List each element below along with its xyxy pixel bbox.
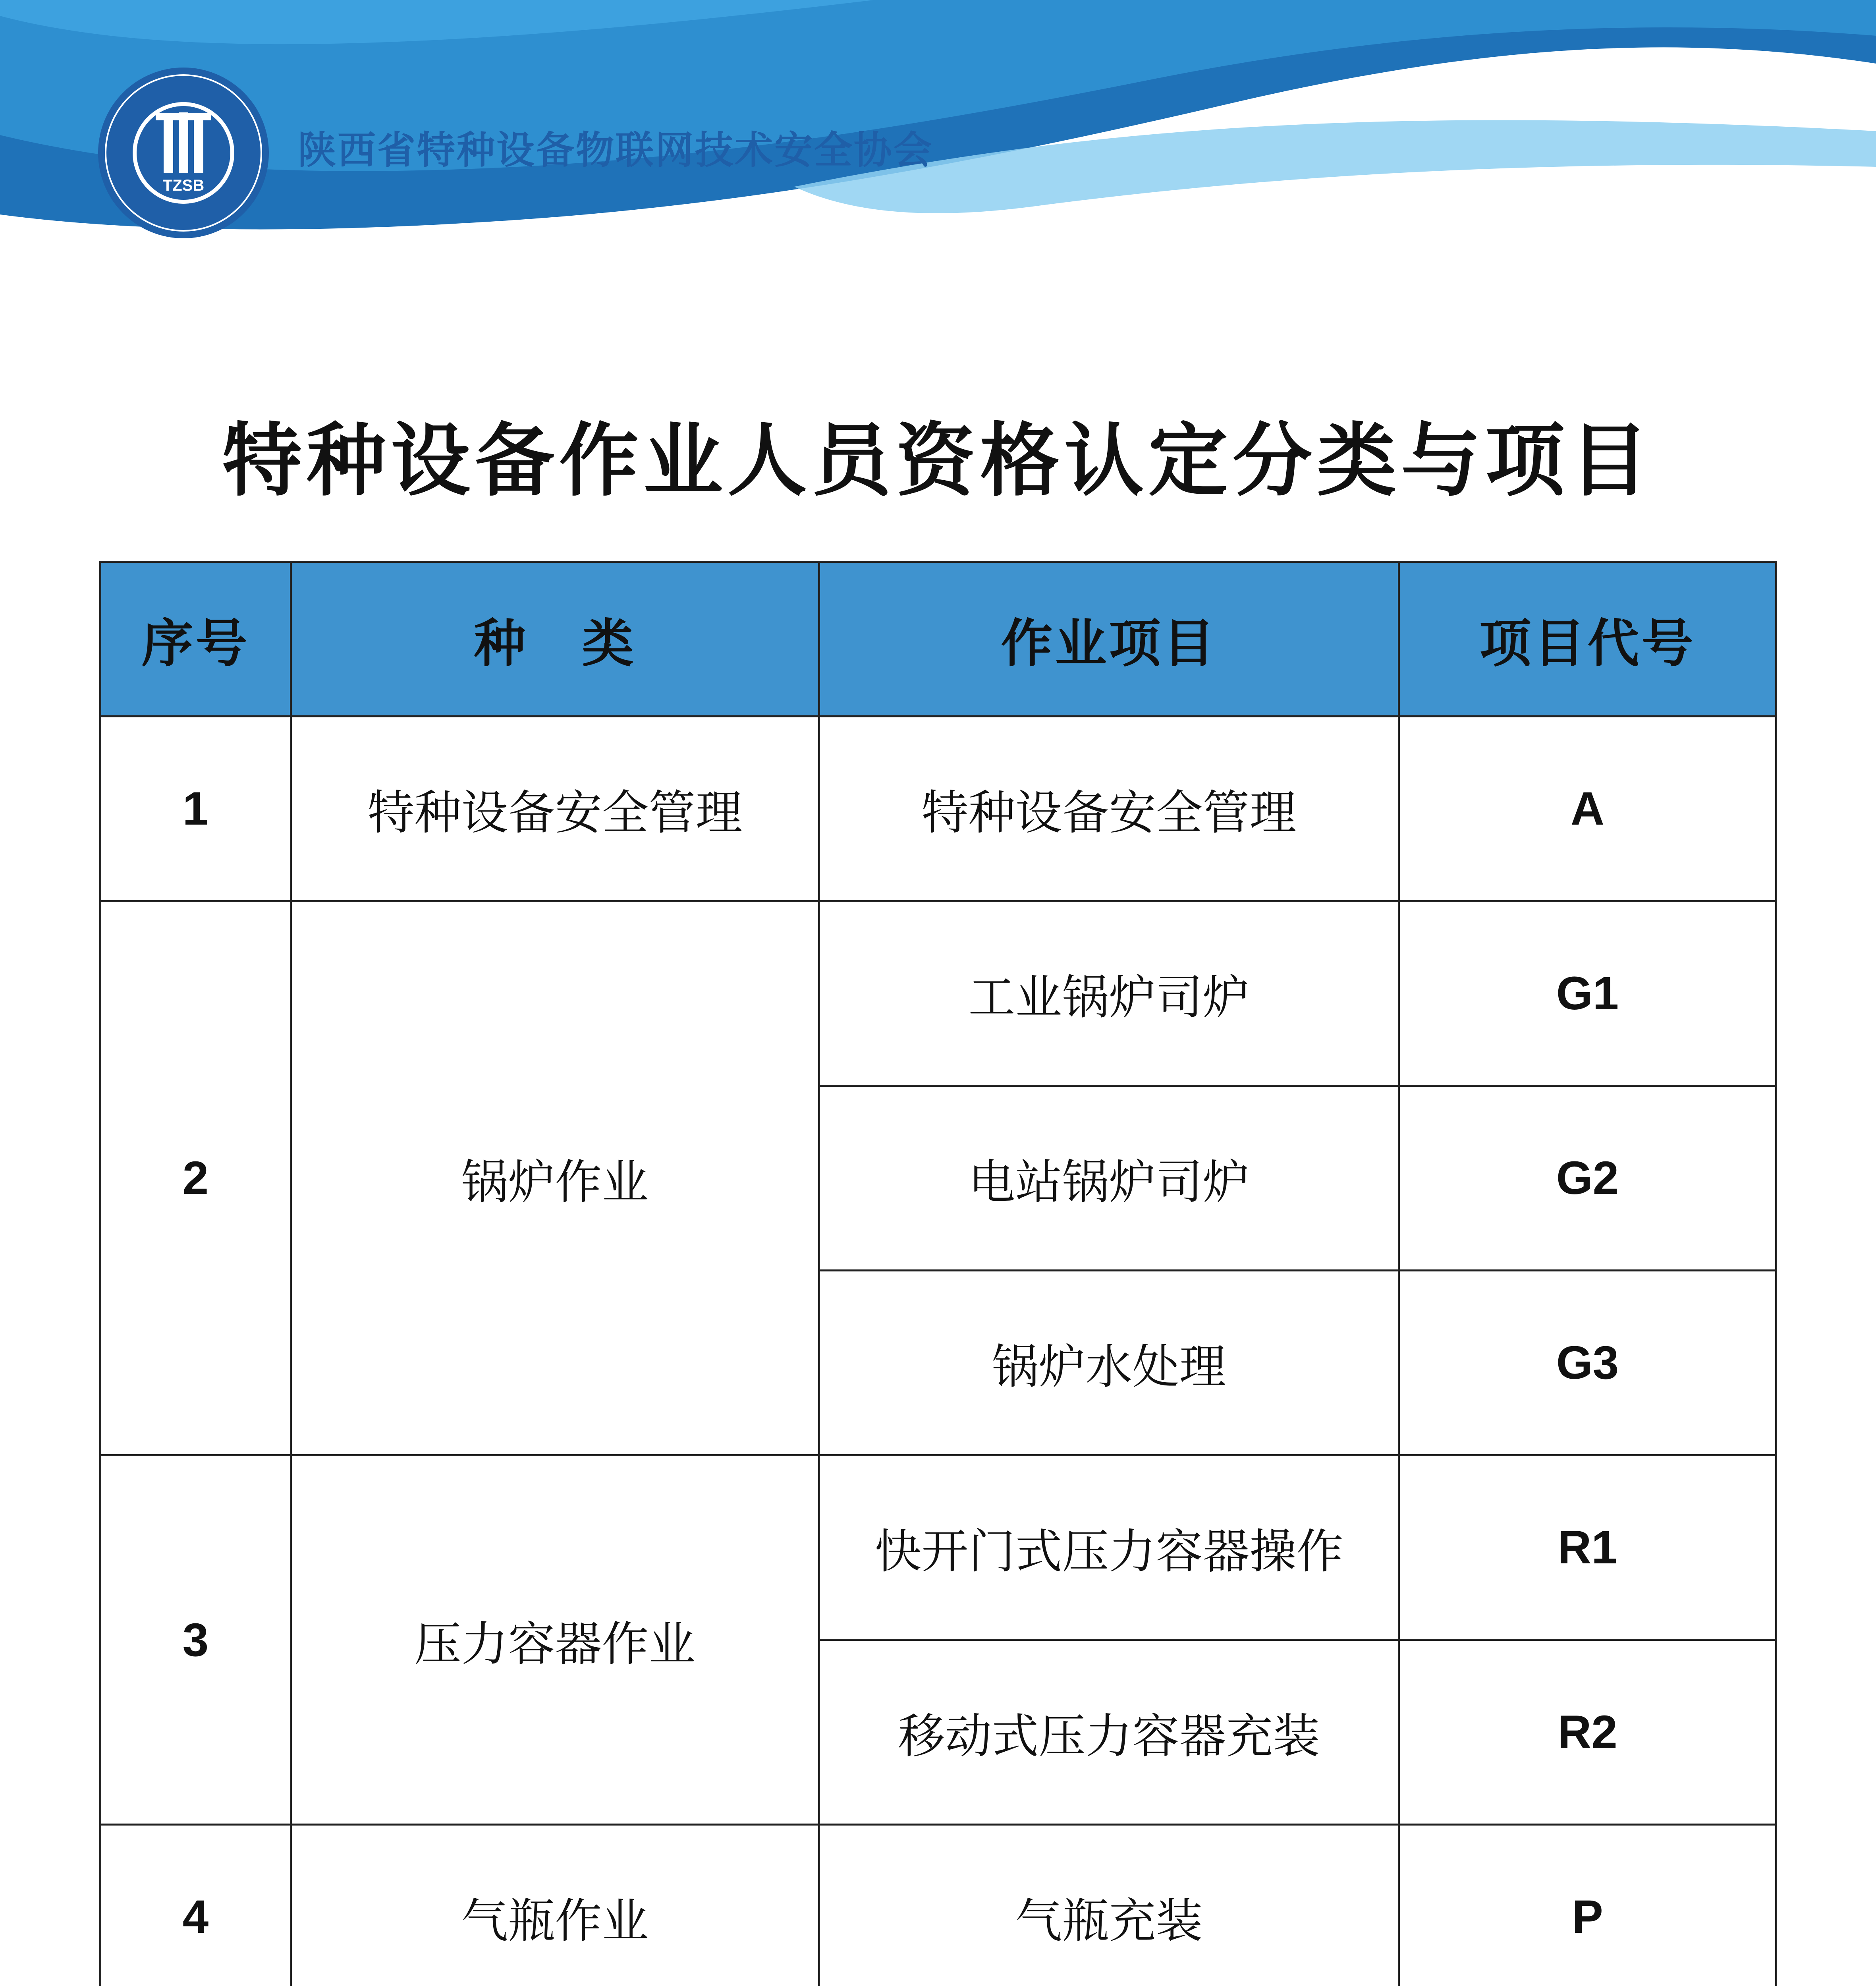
item-code-cell: G2	[1399, 1086, 1776, 1271]
table-header-row	[100, 562, 1776, 717]
table-row	[100, 1825, 1776, 1986]
row-number: 4	[100, 1825, 291, 1986]
page-title: 特种设备作业人员资格认定分类与项目	[222, 414, 1654, 507]
category-cell: 气瓶作业	[291, 1825, 819, 1986]
item-code-cell: G3	[1399, 1271, 1776, 1455]
operation-item-cell: 电站锅炉司炉	[819, 1086, 1399, 1271]
row-number: 2	[100, 901, 291, 1455]
item-code-cell: R1	[1399, 1455, 1776, 1640]
row-number: 3	[100, 1455, 291, 1825]
item-code-cell: G1	[1399, 901, 1776, 1086]
table-row	[100, 1455, 1776, 1640]
column-header-item-code: 项目代号	[1399, 562, 1776, 717]
operation-item-cell: 工业锅炉司炉	[819, 901, 1399, 1086]
operation-item-cell: 移动式压力容器充装	[819, 1640, 1399, 1825]
table-row	[100, 717, 1776, 901]
item-code-cell: R2	[1399, 1640, 1776, 1825]
column-header-category: 种 类	[291, 562, 819, 717]
row-number: 1	[100, 717, 291, 901]
item-code-cell: P	[1399, 1825, 1776, 1986]
top-wave-banner	[0, 0, 1876, 254]
operation-item-cell: 锅炉水处理	[819, 1271, 1399, 1455]
operation-item-cell: 快开门式压力容器操作	[819, 1455, 1399, 1640]
table-row	[100, 901, 1776, 1086]
column-header-operation-item: 作业项目	[819, 562, 1399, 717]
organization-name: 陕西省特种设备物联网技术安全协会	[298, 128, 933, 172]
category-cell: 锅炉作业	[291, 901, 819, 1455]
item-code-cell: A	[1399, 717, 1776, 901]
operation-item-cell: 气瓶充装	[819, 1825, 1399, 1986]
category-cell: 压力容器作业	[291, 1455, 819, 1825]
association-logo-seal	[96, 66, 271, 240]
column-header-number: 序号	[100, 562, 291, 717]
qualification-table	[99, 561, 1777, 1986]
logo-mark-text: TZSB	[162, 177, 205, 194]
category-cell: 特种设备安全管理	[291, 717, 819, 901]
operation-item-cell: 特种设备安全管理	[819, 717, 1399, 901]
